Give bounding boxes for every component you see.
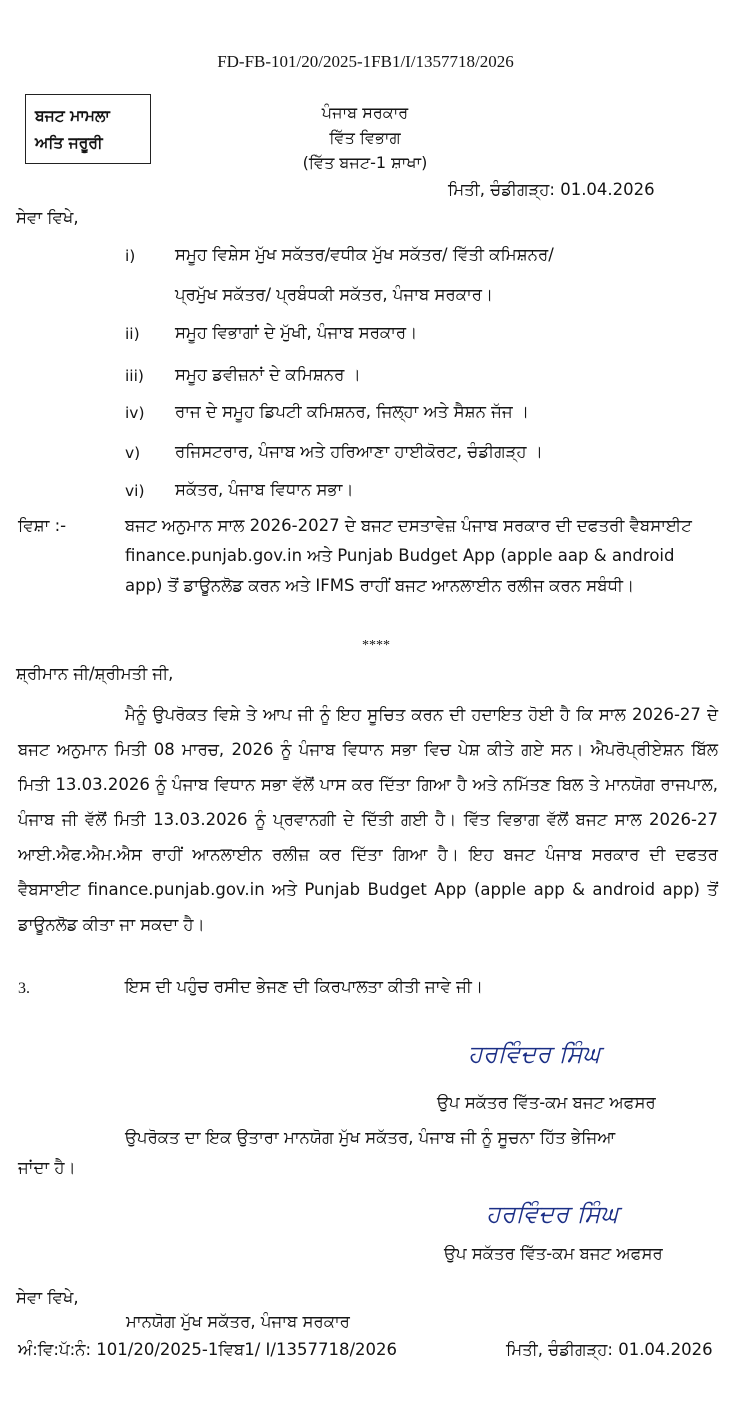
- point-3-text: ਇਸ ਦੀ ਪਹੁੰਚ ਰਸੀਦ ਭੇਜਣ ਦੀ ਕਿਰਪਾਲਤਾ ਕੀਤੀ ਜਾਵੇ ਜੀ।: [125, 977, 483, 996]
- copy-text-line-2: ਜਾਂਦਾ ਹੈ।: [18, 1158, 76, 1177]
- header-department: ਵਿੱਤ ਵਿਭਾਗ: [329, 128, 401, 147]
- recipient-line: ਸਕੱਤਰ, ਪੰਜਾਬ ਵਿਧਾਨ ਸਭਾ।: [175, 480, 354, 499]
- recipient-number: v): [125, 444, 141, 462]
- urgent-box: [25, 94, 151, 164]
- subject-text: ਬਜਟ ਅਨੁਮਾਨ ਸਾਲ 2026-2027 ਦੇ ਬਜਟ ਦਸਤਾਵੇਜ਼ ਪੰਜਾਬ ਸਰਕਾਰ ਦੀ ਦਫਤਰੀ ਵੈਬਸਾਈਟ finance.punjab.gov.in ਅਤੇ Punjab Budget App (apple aap & android app) ਤੋਂ ਡਾਊਨਲੋਡ ਕਰਨ ਅਤੇ IFMS ਰਾਹੀਂ ਬਜਟ ਆਨਲਾਈਨ ਰਲੀਜ ਕਰਨ ਸਬੰਧੀ।: [125, 516, 692, 595]
- signature-designation: ਉਪ ਸਕੱਤਰ ਵਿੱਤ-ਕਮ ਬਜਟ ਅਫਸਰ: [437, 1093, 656, 1112]
- recipient-number: iii): [125, 367, 144, 385]
- recipient-number: iv): [125, 404, 145, 422]
- recipient-line: ਪ੍ਰਮੁੱਖ ਸਕੱਤਰ/ ਪ੍ਰਬੰਧਕੀ ਸਕੱਤਰ, ਪੰਜਾਬ ਸਰਕਾਰ।: [175, 285, 494, 304]
- header-government: ਪੰਜਾਬ ਸਰਕਾਰ: [321, 103, 409, 122]
- footer-recipient: ਮਾਨਯੋਗ ਮੁੱਖ ਸਕੱਤਰ, ਪੰਜਾਬ ਸਰਕਾਰ: [126, 1312, 350, 1331]
- urgent-line-2: ਅਤਿ ਜਰੂਰੀ: [35, 134, 103, 152]
- body-paragraph: ਮੈਨੂੰ ਉਪਰੋਕਤ ਵਿਸ਼ੇ ਤੇ ਆਪ ਜੀ ਨੂੰ ਇਹ ਸੂਚਿਤ ਕਰਨ ਦੀ ਹਦਾਇਤ ਹੋਈ ਹੈ ਕਿ ਸਾਲ 2026-27 ਦੇ ਬਜਟ ਅਨੁਮਾਨ ਮਿਤੀ 08 ਮਾਰਚ, 2026 ਨੂੰ ਪੰਜਾਬ ਵਿਧਾਨ ਸਭਾ ਵਿਚ ਪੇਸ਼ ਕੀਤੇ ਗਏ ਸਨ। ਐਪਰੋਪ੍ਰੀਏਸ਼ਨ ਬਿੱਲ ਮਿਤੀ 13.03.2026 ਨੂੰ ਪੰਜਾਬ ਵਿਧਾਨ ਸਭਾ ਵੱਲੋਂ ਪਾਸ ਕਰ ਦਿੱਤਾ ਗਿਆ ਹੈ ਅਤੇ ਨਮਿੱਤਣ ਬਿਲ ਤੇ ਮਾਨਯੋਗ ਰਾਜਪਾਲ, ਪੰਜਾਬ ਜੀ ਵੱਲੋਂ ਮਿਤੀ 13.03.2026 ਨੂੰ ਪ੍ਰਵਾਨਗੀ ਦੇ ਦਿੱਤੀ ਗਈ ਹੈ। ਵਿੱਤ ਵਿਭਾਗ ਵੱਲੋਂ ਬਜਟ ਸਾਲ 2026-27 ਆਈ.ਐਫ.ਐਮ.ਐਸ ਰਾਹੀਂ ਆਨਲਾਈਨ ਰਲੀਜ਼ ਕਰ ਦਿੱਤਾ ਗਿਆ ਹੈ। ਇਹ ਬਜਟ ਪੰਜਾਬ ਸਰਕਾਰ ਦੀ ਦਫਤਰ ਵੈਬਸਾਈਟ finance.punjab.gov.in ਅਤੇ Punjab Budget App (apple app & android app) ਤੋਂ ਡਾਊਨਲੋਡ ਕੀਤਾ ਜਾ ਸਕਦਾ ਹੈ।: [18, 705, 718, 934]
- copy-text-line-1: ਉਪਰੋਕਤ ਦਾ ਇਕ ਉਤਾਰਾ ਮਾਨਯੋਗ ਮੁੱਖ ਸਕੱਤਰ, ਪੰਜਾਬ ਜੀ ਨੂੰ ਸੂਚਨਾ ਹਿੱਤ ਭੇਜਿਆ: [125, 1128, 616, 1147]
- recipient-number: ii): [125, 325, 140, 343]
- endorsement-number: ਅੰ:ਵਿ:ਪੱ:ਨੰ: 101/20/2025-1ਵਿਬ1/ I/1357718/2026: [18, 1340, 398, 1359]
- subject-label: ਵਿਸ਼ਾ :-: [18, 516, 67, 535]
- recipient-line: ਸਮੂਹ ਡਵੀਜ਼ਨਾਂ ਦੇ ਕਮਿਸ਼ਨਰ ।: [175, 365, 361, 384]
- urgent-line-1: ਬਜਟ ਮਾਮਲਾ: [35, 107, 110, 125]
- recipient-line: ਰਜਿਸਟਰਾਰ, ਪੰਜਾਬ ਅਤੇ ਹਰਿਆਣਾ ਹਾਈਕੋਰਟ, ਚੰਡੀਗੜ੍ਹ ।: [175, 442, 543, 461]
- addressee-intro: ਸੇਵਾ ਵਿਖੇ,: [16, 208, 79, 227]
- recipient-line: ਰਾਜ ਦੇ ਸਮੂਹ ਡਿਪਟੀ ਕਮਿਸ਼ਨਰ, ਜਿਲ੍ਹਾ ਅਤੇ ਸੈਸ਼ਨ ਜੱਜ ।: [175, 402, 530, 421]
- recipient-line: ਸਮੂਹ ਵਿਸ਼ੇਸ ਮੁੱਖ ਸਕੱਤਰ/ਵਧੀਕ ਮੁੱਖ ਸਕੱਤਰ/ ਵਿੱਤੀ ਕਮਿਸ਼ਨਰ/: [175, 245, 554, 264]
- point-3-number: 3.: [18, 980, 30, 997]
- footer-intro: ਸੇਵਾ ਵਿਖੇ,: [16, 1288, 79, 1307]
- reference-number: FD-FB-101/20/2025-1FB1/I/1357718/2026: [217, 52, 514, 71]
- handwritten-signature: ਹਰਵਿੰਦਰ ਸਿੰਘ: [486, 1200, 619, 1228]
- recipient-line: ਸਮੂਹ ਵਿਭਾਗਾਂ ਦੇ ਮੁੱਖੀ, ਪੰਜਾਬ ਸਰਕਾਰ।: [175, 323, 418, 342]
- recipient-number: i): [125, 247, 136, 265]
- footer-date: ਮਿਤੀ, ਚੰਡੀਗੜ੍ਹ: 01.04.2026: [506, 1340, 713, 1359]
- handwritten-signature: ਹਰਵਿੰਦਰ ਸਿੰਘ: [468, 1040, 601, 1068]
- separator: ****: [362, 638, 390, 653]
- header-branch: (ਵਿੱਤ ਬਜਟ-1 ਸ਼ਾਖਾ): [302, 153, 428, 172]
- salutation: ਸ਼੍ਰੀਮਾਨ ਜੀ/ਸ਼੍ਰੀਮਤੀ ਜੀ,: [16, 664, 174, 683]
- recipient-number: vi): [125, 482, 145, 500]
- header-date: ਮਿਤੀ, ਚੰਡੀਗੜ੍ਹ: 01.04.2026: [448, 180, 655, 199]
- signature-designation: ਉਪ ਸਕੱਤਰ ਵਿੱਤ-ਕਮ ਬਜਟ ਅਫਸਰ: [444, 1244, 663, 1263]
